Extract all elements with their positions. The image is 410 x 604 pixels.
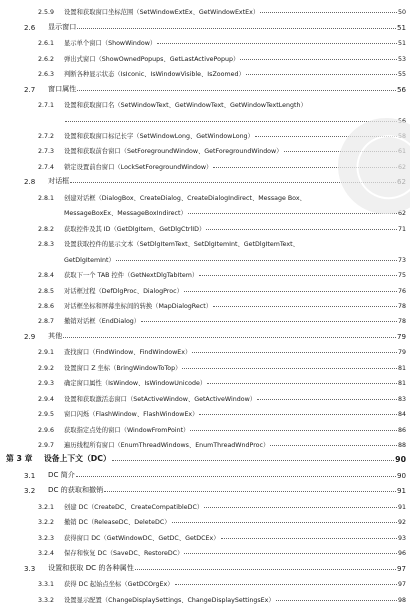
toc-entry-number: 2.9.3 <box>38 380 55 388</box>
toc-dot-leader <box>199 275 397 276</box>
toc-entry <box>0 465 410 480</box>
toc-entry-title: 设置显示配置（ChangeDisplaySettings、ChangeDisplaySettingsEx） <box>64 596 275 604</box>
toc-dot-leader <box>240 59 397 60</box>
toc-entry-title: 对话框过程（DefDlgProc、DialogProc） <box>64 287 183 295</box>
toc-entry-title: 获得窗口 DC（GetWindowDC、GetDC、GetDCEx） <box>64 534 220 542</box>
toc-page-number: 98 <box>397 596 406 604</box>
toc-entry-title: 显示单个窗口（ShowWindow） <box>64 40 157 48</box>
toc-dot-leader <box>184 291 397 292</box>
toc-dot-leader <box>175 584 397 585</box>
toc-dot-leader <box>207 383 397 384</box>
toc-entry-number: 2.6 <box>24 22 36 32</box>
toc-dot-leader <box>141 321 397 322</box>
toc-entry-number: 2.6.1 <box>38 40 55 48</box>
toc-page-number: 83 <box>397 395 406 403</box>
toc-entry-title: 设置和获取激活态窗口（SetActiveWindow、GetActiveWindow） <box>64 395 257 403</box>
toc-entry-title: 保存和恢复 DC（SaveDC、RestoreDC） <box>64 550 184 558</box>
toc-entry <box>0 418 410 433</box>
toc-entry-number: 3.2.3 <box>38 534 55 542</box>
toc-entry-number: 2.7 <box>24 84 36 94</box>
toc-dot-leader <box>104 491 396 492</box>
toc-entry <box>0 63 410 78</box>
toc-entry-number: 3.2.1 <box>38 503 55 511</box>
toc-entry-number: 3.3.1 <box>38 581 55 589</box>
toc-entry-number: 2.9.2 <box>38 364 55 372</box>
toc-dot-leader <box>206 229 397 230</box>
toc-entry <box>0 279 410 294</box>
toc-entry-number: 2.9.6 <box>38 426 55 434</box>
toc-entry-title: 设置和获取窗口标记长字（SetWindowLong、GetWindowLong） <box>64 133 254 141</box>
toc-dot-leader <box>204 507 397 508</box>
toc-page-number: 78 <box>397 318 406 326</box>
toc-entry-title: 设置和获取前台窗口（SetForegroundWindow、GetForegroundWindow） <box>64 148 283 156</box>
toc-entry-title: 窗口闪烁（FlashWindow、FlashWindowEx） <box>64 411 199 419</box>
toc-entry-number: 2.7.2 <box>38 133 55 141</box>
toc-entry-title: 创建 DC（CreateDC、CreateCompatibleDC） <box>64 503 204 511</box>
toc-entry <box>0 449 410 464</box>
toc-page-number: 79 <box>396 331 406 341</box>
toc-dot-leader <box>116 260 397 261</box>
toc-entry-title-continued: MessageBoxEx、MessageBoxIndirect） <box>64 210 187 218</box>
toc-entry-number: 2.8 <box>24 177 36 187</box>
toc-page-number: 71 <box>397 225 406 233</box>
toc-entry <box>0 557 410 572</box>
toc-entry-number: 2.8.5 <box>38 287 55 295</box>
toc-entry <box>0 16 410 31</box>
toc-entry-title: 显示窗口 <box>48 21 77 31</box>
toc-page-number: 75 <box>397 272 406 280</box>
toc-dot-leader <box>157 43 397 44</box>
toc-page-number: 90 <box>395 455 406 465</box>
toc-dot-leader <box>260 12 397 13</box>
toc-dot-leader <box>190 430 397 431</box>
toc-entry-number: 3.2.2 <box>38 519 55 527</box>
toc-dot-leader <box>221 538 397 539</box>
toc-entry-continuation <box>0 248 410 263</box>
toc-dot-leader <box>270 445 397 446</box>
toc-entry-number: 2.9.4 <box>38 395 55 403</box>
toc-page-number: 56 <box>396 84 406 94</box>
toc-dot-leader <box>135 569 396 570</box>
toc-dot-leader <box>77 28 396 29</box>
toc-entry-title: 查找窗口（FindWindow、FindWindowEx） <box>64 349 192 357</box>
toc-entry-title: 对话框 <box>48 176 70 186</box>
toc-entry <box>0 434 410 449</box>
toc-entry-number: 2.8.7 <box>38 318 55 326</box>
toc-entry <box>0 295 410 310</box>
toc-entry <box>0 387 410 402</box>
toc-entry <box>0 588 410 603</box>
toc-entry-number: 3.1 <box>24 470 36 480</box>
toc-page-number: 88 <box>397 442 406 450</box>
toc-page-number: 84 <box>397 411 406 419</box>
toc-entry-number: 3.2.4 <box>38 550 55 558</box>
toc-entry <box>0 264 410 279</box>
toc-page-number: 76 <box>397 287 406 295</box>
toc-entry-title: 遍历线程所有窗口（EnumThreadWindows、EnumThreadWndProc） <box>64 442 270 450</box>
toc-entry <box>0 372 410 387</box>
toc-page-number: 78 <box>397 302 406 310</box>
toc-entry-number: 2.5.9 <box>38 9 55 17</box>
toc-entry-number: 2.9 <box>24 331 36 341</box>
toc-entry-number: 2.8.6 <box>38 302 55 310</box>
toc-entry <box>0 47 410 62</box>
toc-entry <box>0 217 410 232</box>
toc-entry-title: 获取指定点处的窗口（WindowFromPoint） <box>64 426 190 434</box>
toc-entry-number: 2.9.5 <box>38 411 55 419</box>
toc-dot-leader <box>172 522 397 523</box>
toc-entry-number: 2.7.3 <box>38 148 55 156</box>
toc-dot-leader <box>112 460 394 461</box>
toc-entry-title: 设置获取控件的显示文本（SetDlgItemText、SetDlgItemInt、GetDlgItemText、 <box>64 241 299 249</box>
toc-dot-leader <box>246 74 397 75</box>
toc-dot-leader <box>192 352 397 353</box>
toc-entry-number: 第 3 章 <box>6 454 33 464</box>
toc-entry-title: 获取下一个 TAB 控件（GetNextDlgTabItem） <box>64 272 199 280</box>
toc-page-number: 51 <box>396 22 406 32</box>
toc-page-number: 93 <box>397 534 406 542</box>
toc-dot-leader <box>182 368 397 369</box>
toc-page-number: 90 <box>396 470 406 480</box>
toc-entry <box>0 341 410 356</box>
toc-dot-leader <box>276 600 397 601</box>
toc-entry-title-continued: GetDlgItemInt） <box>64 256 115 264</box>
toc-entry <box>0 356 410 371</box>
toc-entry-title: 获得 DC 起始点坐标（GetDCOrgEx） <box>64 581 174 589</box>
toc-entry <box>0 480 410 495</box>
toc-entry <box>0 325 410 340</box>
toc-entry <box>0 78 410 93</box>
toc-entry-title: 设置和获取窗口名（SetWindowText、GetWindowText、GetWindowTextLength） <box>64 102 307 110</box>
toc-entry-number: 3.3 <box>24 563 36 573</box>
toc-dot-leader <box>76 476 396 477</box>
toc-entry-title: 对话框坐标和屏幕坐标间的转换（MapDialogRect） <box>64 302 212 310</box>
toc-entry-number: 2.8.4 <box>38 272 55 280</box>
toc-page-number: 91 <box>397 503 406 511</box>
toc-entry-continuation <box>0 202 410 217</box>
toc-entry-title: 创建对话框（DialogBox、CreateDialog、CreateDialogIndirect、Message Box、 <box>64 194 306 202</box>
toc-dot-leader <box>199 414 397 415</box>
toc-entry <box>0 526 410 541</box>
toc-dot-leader <box>188 213 397 214</box>
toc-page-number: 81 <box>397 380 406 388</box>
toc-page-number: 81 <box>397 364 406 372</box>
toc-entry-number: 2.9.7 <box>38 442 55 450</box>
toc-entry <box>0 511 410 526</box>
toc-entry-continuation <box>0 109 410 124</box>
toc-entry-title: 弹出式窗口（ShowOwnedPopups、GetLastActivePopup） <box>64 55 240 63</box>
toc-entry-title: 设置窗口 Z 坐标（BringWindowToTop） <box>64 364 182 372</box>
toc-page-number: 53 <box>397 55 406 63</box>
toc-entry-number: 2.9.1 <box>38 349 55 357</box>
toc-page-number: 73 <box>397 256 406 264</box>
toc-entry <box>0 94 410 109</box>
toc-entry <box>0 573 410 588</box>
toc-entry <box>0 542 410 557</box>
toc-entry-number: 3.2 <box>24 486 36 496</box>
toc-page-number: 97 <box>396 563 406 573</box>
toc-entry-title: 设置和获取 DC 的各种属性 <box>48 562 134 572</box>
toc-entry-number: 2.7.1 <box>38 102 55 110</box>
toc-entry-number: 2.8.3 <box>38 241 55 249</box>
toc-entry <box>0 1 410 16</box>
toc-dot-leader <box>77 90 396 91</box>
toc-entry-title: 撤销对话框（EndDialog） <box>64 318 141 326</box>
toc-entry-number: 2.7.4 <box>38 163 55 171</box>
toc-entry-number: 2.8.1 <box>38 194 55 202</box>
toc-entry <box>0 310 410 325</box>
toc-entry-title: 其他 <box>48 330 63 340</box>
toc-dot-leader <box>184 553 397 554</box>
toc-entry-title: 设备上下文（DC） <box>44 454 111 464</box>
toc-entry-title: DC 的获取和撤销 <box>48 485 104 495</box>
toc-entry-title: 锁定设置前台窗口（LockSetForegroundWindow） <box>64 163 213 171</box>
toc-page-number: 50 <box>397 9 406 17</box>
toc-page-number: 79 <box>397 349 406 357</box>
toc-dot-leader <box>257 399 397 400</box>
toc-dot-leader <box>213 306 397 307</box>
toc-page-number: 86 <box>397 426 406 434</box>
toc-dot-leader <box>65 121 397 122</box>
toc-entry-title: 撤销 DC（ReleaseDC、DeleteDC） <box>64 519 171 527</box>
toc-entry-title: DC 简介 <box>48 469 75 479</box>
toc-entry-title: 设置和获取窗口坐标范围（SetWindowExtEx、GetWindowExtEx） <box>64 9 260 17</box>
toc-page-number: 92 <box>397 519 406 527</box>
toc-entry-title: 窗口属性 <box>48 83 77 93</box>
toc-entry <box>0 403 410 418</box>
toc-page-number: 51 <box>397 40 406 48</box>
toc-page-number: 55 <box>397 71 406 79</box>
toc-entry-title: 确定窗口属性（IsWindow、IsWindowUnicode） <box>64 380 207 388</box>
toc-dot-leader <box>63 337 396 338</box>
toc-entry-number: 2.8.2 <box>38 225 55 233</box>
toc-page-number: 97 <box>397 581 406 589</box>
toc-page-number: 96 <box>397 550 406 558</box>
toc-page-number: 62 <box>397 210 406 218</box>
toc-entry-number: 2.6.3 <box>38 71 55 79</box>
toc-entry-title: 获取控件及其 ID（GetDlgItem、GetDlgCtrlID） <box>64 225 206 233</box>
toc-entry <box>0 32 410 47</box>
toc-entry-number: 3.3.2 <box>38 596 55 604</box>
toc-entry <box>0 495 410 510</box>
toc-entry-title: 判断各种显示状态（IsIconic、IsWindowVisible、IsZoomed） <box>64 71 245 79</box>
toc-entry-number: 2.6.2 <box>38 55 55 63</box>
toc-entry <box>0 233 410 248</box>
toc-page-number: 91 <box>396 486 406 496</box>
